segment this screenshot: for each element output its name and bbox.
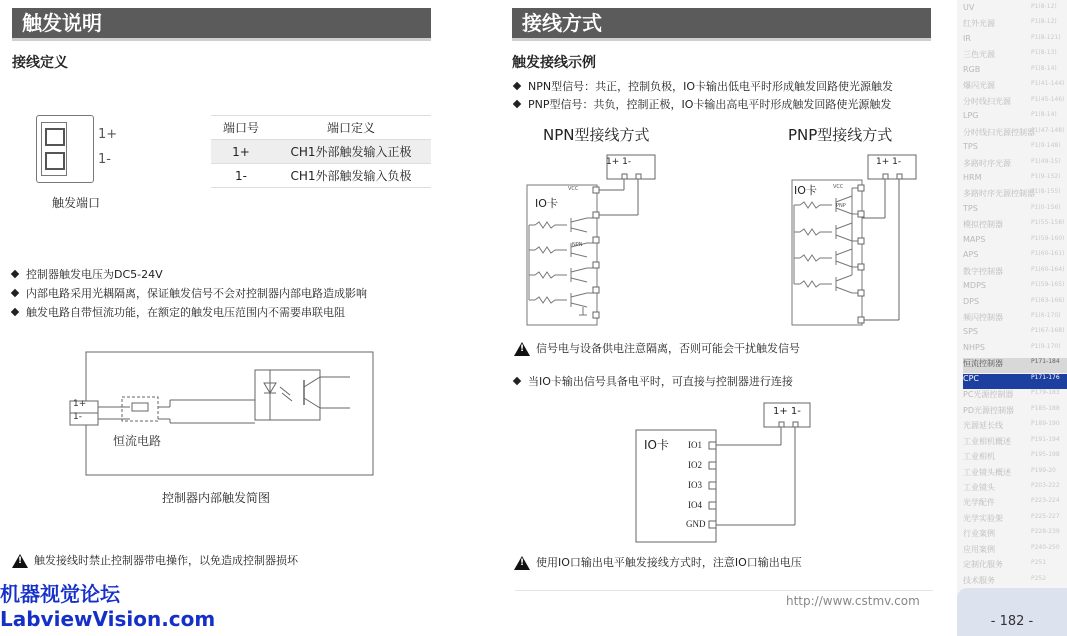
diamond-icon — [513, 377, 521, 385]
sidebar-item-page: P1(8-12) — [1031, 18, 1057, 26]
watermark-line1: 机器视觉论坛 — [0, 582, 120, 606]
sidebar-item-label: MAPS — [963, 234, 986, 244]
right-bullet-level: 当IO卡输出信号具备电平时，可直接与控制器进行连接 — [514, 373, 793, 389]
sidebar-item[interactable] — [963, 528, 1067, 543]
sidebar-item-page: P1(8-14) — [1031, 111, 1057, 119]
sidebar-item-label: 分时线扫光源控制器 — [963, 127, 1035, 137]
sidebar-item[interactable] — [963, 127, 1067, 142]
pnp-wiring-diagram — [790, 150, 925, 330]
sidebar-item-page: P195-198 — [1031, 451, 1060, 459]
sidebar-item-page: P1(8-155) — [1031, 188, 1061, 196]
sidebar-item-page: P225-227 — [1031, 512, 1060, 520]
sidebar-item[interactable] — [963, 188, 1067, 203]
right-subtitle: 触发接线示例 — [512, 55, 596, 71]
watermark — [0, 582, 216, 634]
sidebar-item-label: TPS — [963, 203, 978, 213]
sidebar-item[interactable] — [963, 544, 1067, 559]
sidebar-item[interactable] — [963, 297, 1067, 312]
sidebar-item[interactable] — [963, 451, 1067, 466]
diamond-icon — [513, 82, 521, 90]
port-definition-table — [211, 115, 431, 188]
sidebar-item-page: P199-20 — [1031, 466, 1056, 474]
sidebar-item-page: P1(8-12) — [1031, 3, 1057, 10]
sidebar-item-page: P1(59-160) — [1031, 234, 1065, 242]
io-pin-4: IO4 — [688, 500, 702, 510]
sidebar-item[interactable] — [963, 250, 1067, 265]
connector-caption: 触发端口 — [52, 196, 101, 210]
sidebar-item-label: 频闪控制器 — [963, 313, 1003, 322]
sidebar-item-page: P1(0-156) — [1031, 203, 1061, 211]
sidebar-item-label: 多路时序光源 — [963, 158, 1011, 168]
sidebar-item-page: P252 — [1031, 574, 1047, 582]
sidebar-item-page: P1(63-166) — [1031, 296, 1065, 304]
connector-pin-1plus: 1+ — [98, 127, 118, 142]
left-section-banner: 触发说明 — [12, 8, 431, 38]
diamond-icon — [513, 100, 521, 108]
sidebar-item[interactable] — [963, 219, 1067, 234]
right-warning-isolation: !信号电与设备供电注意隔离，否则可能会干扰触发信号 — [514, 340, 800, 356]
sidebar-item-label: 应用案例 — [963, 544, 995, 554]
sidebar-item[interactable] — [963, 467, 1067, 482]
sidebar-item[interactable] — [963, 497, 1067, 512]
pnp-vcc-label: VCC — [833, 184, 844, 190]
sidebar-item-label: TPS — [963, 142, 978, 152]
sidebar-item[interactable] — [963, 65, 1067, 80]
sidebar-item-label: SPS — [963, 327, 978, 337]
pnp-connector-label: 1+ 1- — [876, 157, 902, 167]
circuit-pin-1minus: 1- — [73, 412, 82, 422]
sidebar-item-label: 工业相机 — [963, 452, 995, 462]
right-section-banner: 接线方式 — [512, 8, 931, 38]
sidebar-item-label: APS — [963, 250, 979, 260]
sidebar-item[interactable] — [963, 559, 1067, 574]
left-warning: !触发接线时禁止控制器带电操作，以免造成控制器损坏 — [12, 552, 298, 568]
right-banner-underline — [512, 38, 931, 41]
left-bullet-3: 触发电路自带恒流功能，在额定的触发电压范围内不需要串联电阻 — [12, 304, 345, 320]
npn-title: NPN型接线方式 — [543, 126, 650, 144]
sidebar-item-page: P1(45-146) — [1031, 95, 1065, 103]
sidebar-item-label: 数字控制器 — [963, 266, 1003, 276]
circuit-caption: 控制器内部触发简图 — [162, 491, 271, 505]
table-cell: CH1外部触发输入负极 — [271, 164, 431, 188]
connector-pin-1minus: 1- — [98, 152, 111, 167]
left-bullet-2: 内部电路采用光耦隔离，保证触发信号不会对控制器内部电路造成影响 — [12, 285, 367, 301]
sidebar-item-label: 定制化服务 — [963, 560, 1003, 570]
sidebar-item-label: LPG — [963, 111, 979, 121]
left-banner-underline — [12, 38, 431, 41]
constant-current-label: 恒流电路 — [113, 434, 162, 448]
pnp-io-card-label: IO卡 — [794, 184, 817, 197]
sidebar-item-page: P189-190 — [1031, 420, 1060, 428]
io-connector-label: 1+ 1- — [773, 406, 801, 417]
sidebar-item-page: P185-188 — [1031, 404, 1060, 412]
io-pin-gnd: GND — [686, 519, 706, 529]
sidebar-item[interactable] — [963, 389, 1067, 404]
sidebar-item[interactable] — [963, 436, 1067, 451]
diamond-icon — [11, 289, 19, 297]
sidebar-item[interactable] — [963, 327, 1067, 342]
sidebar-item-page: P1(8-14) — [1031, 64, 1057, 72]
io-pin-2: IO2 — [688, 460, 702, 470]
sidebar-item-label: 多路时序光源控制器 — [963, 189, 1035, 199]
sidebar-item-page: P1(59-165) — [1031, 281, 1065, 289]
sidebar-item-page: P1(41-144) — [1031, 80, 1065, 88]
left-bullet-1: 控制器触发电压为DC5-24V — [12, 266, 163, 282]
sidebar-item-label: NHPS — [963, 342, 985, 352]
sidebar-item[interactable] — [963, 80, 1067, 95]
sidebar-item[interactable] — [963, 111, 1067, 126]
sidebar-item-page: P1(47-148) — [1031, 126, 1065, 134]
diamond-icon — [11, 308, 19, 316]
right-warning-voltage: !使用IO口输出电平触发接线方式时，注意IO口输出电压 — [514, 554, 802, 570]
sidebar-item[interactable] — [963, 18, 1067, 33]
table-header-definition: 端口定义 — [271, 116, 431, 140]
sidebar-item-page: P1(49-15) — [1031, 157, 1061, 165]
sidebar-item-label: PC光源控制器 — [963, 390, 1014, 400]
sidebar-item[interactable] — [963, 374, 1067, 389]
sidebar-item-label: MDPS — [963, 281, 986, 291]
sidebar-item-page: P179-183 — [1031, 389, 1060, 397]
sidebar-item[interactable] — [963, 281, 1067, 296]
sidebar-item-label: 工业镜头 — [963, 482, 995, 492]
sidebar-item-page: P1(8-121) — [1031, 33, 1061, 41]
table-cell: 1+ — [211, 140, 271, 164]
sidebar-item[interactable] — [963, 173, 1067, 188]
sidebar-item-label: 模拟控制器 — [963, 220, 1003, 230]
sidebar-item-label: 行业案例 — [963, 529, 995, 539]
npn-connector-label: 1+ 1- — [606, 157, 632, 167]
trigger-port-connector — [36, 115, 94, 183]
sidebar-item-label: 光学配件 — [963, 498, 995, 508]
sidebar-item-page: P240-250 — [1031, 543, 1060, 551]
sidebar-item-label: 三色光源 — [963, 50, 995, 60]
sidebar-item[interactable] — [963, 96, 1067, 111]
sidebar-item-page: P1(8-13) — [1031, 49, 1057, 57]
sidebar-item-label: RGB — [963, 64, 981, 74]
sidebar-item[interactable] — [963, 513, 1067, 528]
sidebar-item-page: P171-184 — [1031, 358, 1060, 366]
sidebar-item[interactable] — [963, 158, 1067, 173]
circuit-pin-1plus: 1+ — [73, 399, 87, 409]
sidebar-item[interactable] — [963, 142, 1067, 157]
left-subtitle: 接线定义 — [12, 55, 68, 71]
watermark-line2: LabviewVision.com — [0, 607, 216, 631]
right-bullet-npn: NPN型信号：共正，控制负极，IO卡输出低电平时形成触发回路使光源触发 — [514, 78, 893, 94]
sidebar-item-page: P1(9-148) — [1031, 142, 1061, 150]
sidebar-item-label: 红外光源 — [963, 19, 995, 29]
sidebar-item-label: 工业镜头概述 — [963, 467, 1011, 477]
table-cell: CH1外部触发输入正极 — [271, 140, 431, 164]
sidebar-item[interactable] — [963, 312, 1067, 327]
right-bullet-pnp: PNP型信号：共负，控制正极，IO卡输出高电平时形成触发回路使光源触发 — [514, 96, 891, 112]
io-card-direct-diagram — [634, 400, 814, 545]
sidebar-item-label: DPS — [963, 296, 980, 306]
sidebar-item-label: HRM — [963, 172, 982, 182]
sidebar-item-page: P228-239 — [1031, 528, 1060, 536]
page-number: - 182 - — [990, 614, 1034, 629]
sidebar-item-label: 爆闪光源 — [963, 81, 995, 91]
sidebar-item[interactable] — [963, 358, 1067, 373]
sidebar-item-page: P1(9-152) — [1031, 172, 1061, 180]
sidebar-item[interactable] — [963, 3, 1067, 18]
sidebar-item[interactable] — [963, 482, 1067, 497]
sidebar-item-page: P251 — [1031, 559, 1047, 567]
table-header-port: 端口号 — [211, 116, 271, 140]
warning-icon — [514, 556, 530, 570]
sidebar-item-label: IR — [963, 33, 971, 43]
sidebar-item-page: P1(6-170) — [1031, 312, 1061, 319]
sidebar-item-page: P1(9-170) — [1031, 342, 1061, 350]
npn-wiring-diagram — [525, 150, 660, 330]
warning-icon — [12, 554, 28, 568]
table-row — [211, 164, 431, 188]
pnp-transistor-label: PNP — [836, 203, 846, 209]
sidebar-item-page: P1(60-164) — [1031, 265, 1065, 273]
sidebar-item[interactable] — [963, 34, 1067, 49]
sidebar-item[interactable] — [963, 235, 1067, 250]
io-card-title: IO卡 — [644, 438, 669, 452]
table-row — [211, 140, 431, 164]
sidebar-item-page: P191-194 — [1031, 435, 1060, 443]
io-pin-1: IO1 — [688, 440, 702, 450]
footer-divider — [515, 590, 933, 591]
sidebar-item-label: 技术服务 — [963, 575, 995, 585]
page-number-box — [957, 588, 1067, 636]
sidebar-item-page: P1(55-158) — [1031, 219, 1065, 227]
sidebar-item-label: PD光源控制器 — [963, 405, 1014, 415]
sidebar-item-label: 光源延长线 — [963, 421, 1003, 431]
sidebar-item[interactable] — [963, 420, 1067, 435]
sidebar-item-page: P171-176 — [1031, 373, 1060, 381]
sidebar-item-page: P223-224 — [1031, 497, 1060, 505]
sidebar-item-label: 恒流控制器 — [963, 359, 1003, 369]
footer-url[interactable]: http://www.cstmv.com — [786, 594, 920, 608]
sidebar-item[interactable] — [963, 343, 1067, 358]
io-pin-3: IO3 — [688, 480, 702, 490]
sidebar-item-page: P203-222 — [1031, 481, 1060, 489]
warning-icon — [514, 342, 530, 356]
npn-vcc-label: VCC — [568, 186, 579, 192]
sidebar-item[interactable] — [963, 266, 1067, 281]
sidebar-item[interactable] — [963, 49, 1067, 64]
catalog-sidebar-index — [957, 0, 1067, 636]
npn-transistor-label: NPN — [572, 242, 583, 248]
sidebar-item[interactable] — [963, 204, 1067, 219]
sidebar-item-page: P1(67-168) — [1031, 327, 1065, 335]
sidebar-item-label: UV — [963, 3, 975, 12]
sidebar-item-label: 光学实验架 — [963, 513, 1003, 523]
sidebar-item-page: P1(60-161) — [1031, 250, 1065, 258]
table-cell: 1- — [211, 164, 271, 188]
npn-io-card-label: IO卡 — [535, 197, 558, 210]
pnp-title: PNP型接线方式 — [788, 126, 893, 144]
sidebar-item-label: 工业相机概述 — [963, 436, 1011, 446]
sidebar-item[interactable] — [963, 405, 1067, 420]
sidebar-item-label: CPC — [963, 373, 979, 383]
sidebar-item-label: 分时线扫光源 — [963, 96, 1011, 106]
internal-trigger-circuit — [60, 345, 380, 480]
diamond-icon — [11, 270, 19, 278]
